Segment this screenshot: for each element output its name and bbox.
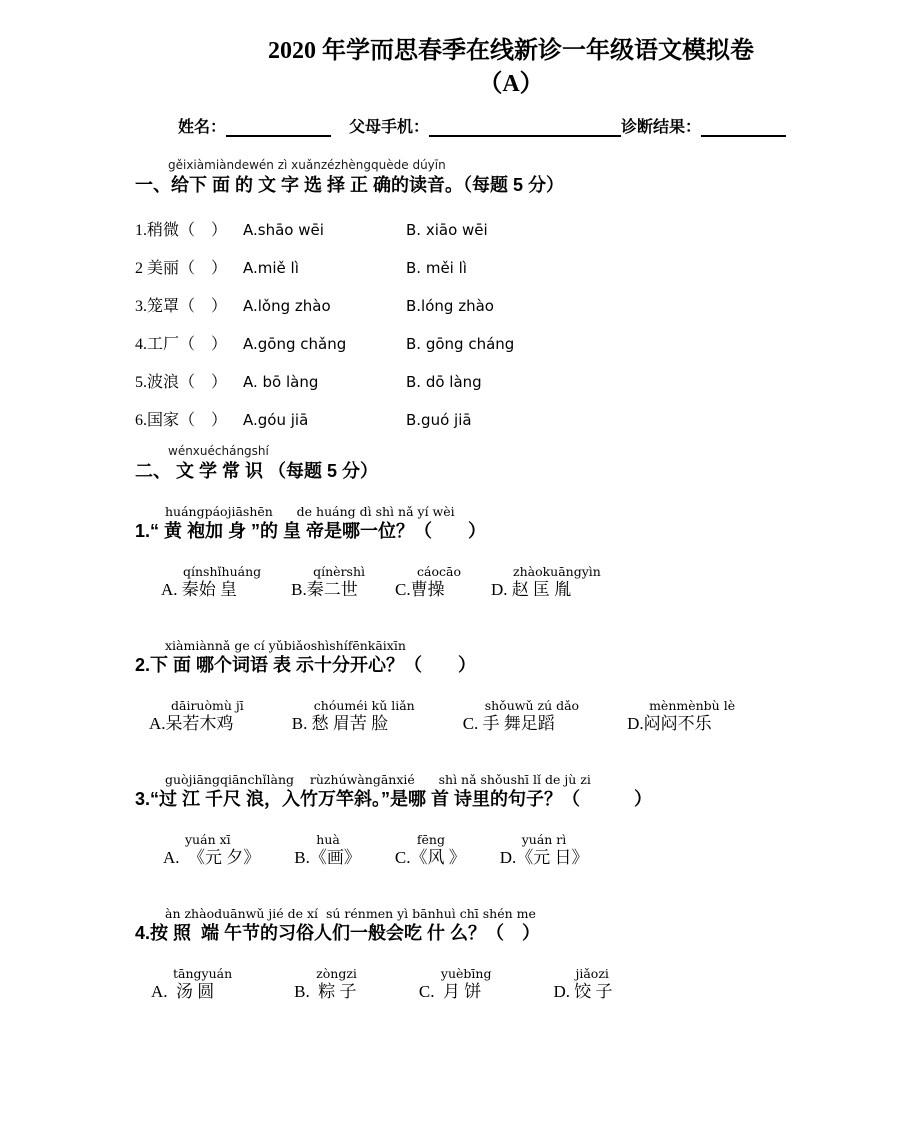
s2-question-1 [135, 505, 899, 601]
s2-q2-option-d-pinyin: mènmènbù lè [649, 698, 736, 713]
s1-q2-word: 2 美丽（ ） [135, 260, 228, 277]
s2-q2-option-a [149, 699, 244, 735]
s2-q2-option-a-pinyin: dāiruòmù jī [171, 698, 244, 713]
section1-pinyin: gěixiàmiàndewén zì xuǎnzézhèngquède dúyīn [168, 158, 446, 172]
s2-question-4 [135, 907, 899, 1003]
s1-question-5 [135, 369, 899, 392]
section2-pinyin: wénxuéchángshí [168, 444, 269, 458]
s2-q4-option-b-pinyin: zòngzi [316, 966, 357, 981]
s1-question-2 [135, 255, 899, 278]
s1-question-4 [135, 331, 899, 354]
s2-q4-option-b-label: B. 粽 子 [294, 982, 357, 1001]
s2-q2-option-b-label: B. 愁 眉苦 脸 [291, 714, 389, 733]
s1-q3-option-b: B.lóng zhào [406, 297, 494, 315]
s2-q1-text: 1.“ 黄 袍加 身 ”的 皇 帝是哪一位？（ ） [135, 521, 487, 541]
s2-q4-option-c [419, 967, 492, 1003]
s2-q3-option-c-label: C.《风 》 [394, 848, 466, 867]
s2-q3-option-b-pinyin: huà [316, 832, 340, 847]
s2-q2-option-b [292, 699, 415, 735]
s1-q2-option-a: A.miě lì [243, 259, 299, 277]
s2-q1-options [135, 565, 899, 601]
s2-q3-options [135, 833, 899, 869]
s2-q3-option-d-label: D.《元 日》 [499, 848, 589, 867]
s2-q1-option-b-pinyin: qínèrshì [313, 564, 366, 579]
s2-q1-option-a-label: A. 秦始 皇 [161, 580, 238, 599]
s2-q4-option-a-pinyin: tāngyuán [173, 966, 233, 981]
parent-phone-blank [429, 119, 621, 137]
s2-q1-option-d [491, 565, 601, 601]
s2-q4-option-d-label: D. 饺 子 [553, 982, 613, 1001]
s1-q1-word: 1.稍微（ ） [135, 222, 228, 239]
s2-q2-pinyin: xiàmiànnǎ ge cí yǔbiǎoshìshífēnkāixīn [165, 638, 406, 653]
s1-q4-option-a: A.gōng chǎng [243, 335, 347, 353]
s1-q3-option-a: A.lǒng zhào [243, 297, 331, 315]
s2-q4-option-b [294, 967, 357, 1003]
s1-q4-word: 4.工厂（ ） [135, 336, 228, 353]
s2-q2-text: 2.下 面 哪个词语 表 示十分开心？（ ） [135, 655, 477, 675]
s2-q2-option-c [463, 699, 579, 735]
s2-q2-option-c-label: C. 手 舞足蹈 [462, 714, 555, 733]
s2-q4-text: 4.按 照 端 午节的习俗人们一般会吃 什 么？（ ） [135, 923, 541, 943]
s1-q1-option-a: A.shāo wēi [243, 221, 324, 239]
diagnosis-result-blank [701, 119, 786, 137]
s2-q1-option-b [291, 565, 365, 601]
paper-title-line1: 2020 年学而思春季在线新诊一年级语文模拟卷 [268, 38, 754, 64]
s2-q4-option-a [151, 967, 232, 1003]
s2-q2-options [135, 699, 899, 735]
section2-heading: 二、 文 学 常 识 （每题 5 分） [135, 461, 379, 481]
s1-q2-option-b: B. měi lì [406, 259, 467, 277]
parent-phone-label: 父母手机： [349, 119, 430, 136]
s2-q3-option-b [294, 833, 361, 869]
s1-question-6 [135, 407, 899, 430]
s2-q1-option-d-pinyin: zhàokuāngyìn [512, 564, 601, 579]
s2-q2-option-b-pinyin: chóuméi kǔ liǎn [313, 698, 415, 713]
s2-q3-option-b-label: B.《画》 [294, 848, 361, 867]
s2-q4-option-d-pinyin: jiǎozi [575, 966, 609, 981]
s1-q4-option-b: B. gōng cháng [406, 335, 515, 353]
s1-q5-option-a: A. bō làng [243, 373, 319, 391]
paper-title [135, 34, 887, 100]
s2-q3-pinyin: guòjiāngqiānchǐlàng rùzhúwàngānxié shì nǎ shǒushī lǐ de jù zi [165, 772, 591, 787]
s2-question-2 [135, 639, 899, 735]
s1-question-3 [135, 293, 899, 316]
s1-q6-option-a: A.góu jiā [243, 411, 309, 429]
s2-q1-option-d-label: D. 赵 匡 胤 [490, 580, 572, 599]
section1-question-list [135, 217, 899, 430]
s2-q1-pinyin: huángpáojiāshēn de huáng dì shì nǎ yí wèi [165, 504, 455, 519]
s1-q3-word: 3.笼罩（ ） [135, 298, 228, 315]
s1-q6-word: 6.国家（ ） [135, 412, 228, 429]
section1-heading: 一、给下 面 的 文 字 选 择 正 确的读音。（每题 5 分） [135, 175, 565, 195]
s2-q2-option-d [627, 699, 735, 735]
s2-q2-option-a-label: A.呆若木鸡 [149, 714, 234, 733]
s2-q1-option-c-label: C.曹操 [395, 580, 445, 599]
s2-q4-options [135, 967, 899, 1003]
name-label: 姓名： [178, 119, 227, 136]
s2-q4-pinyin: àn zhàoduānwǔ jié de xí sú rénmen yì bānhuì chī shén me [165, 906, 536, 921]
s2-q2-option-c-pinyin: shǒuwǔ zú dǎo [484, 698, 580, 713]
paper-title-line2: （A） [478, 71, 544, 97]
s2-q3-option-a [163, 833, 260, 869]
s2-q1-option-c-pinyin: cáocāo [417, 564, 461, 579]
name-blank [226, 119, 331, 137]
s2-q4-option-c-label: C. 月 饼 [418, 982, 482, 1001]
s2-q1-option-a [161, 565, 261, 601]
s2-q4-option-d [553, 967, 612, 1003]
s2-q3-option-c [395, 833, 466, 869]
s2-q4-option-c-pinyin: yuèbīng [440, 966, 492, 981]
s2-q3-option-c-pinyin: fēng [416, 832, 445, 847]
s2-q1-option-b-label: B.秦二世 [291, 580, 358, 599]
s2-q3-text: 3.“过 江 千尺 浪，入竹万竿斜。”是哪 首 诗里的句子？（ ） [135, 789, 653, 809]
s1-q6-option-b: B.guó jiā [406, 411, 472, 429]
s1-question-1 [135, 217, 899, 240]
s2-q3-option-d [500, 833, 589, 869]
s2-q1-option-c [395, 565, 461, 601]
s2-q3-option-d-pinyin: yuán rì [521, 832, 567, 847]
diagnosis-result-label: 诊断结果： [621, 119, 702, 136]
s2-q3-option-a-pinyin: yuán xī [185, 832, 231, 847]
s2-q3-option-a-label: A. 《元 夕》 [163, 848, 261, 867]
s2-question-3 [135, 773, 899, 869]
s2-q1-option-a-pinyin: qínshǐhuáng [183, 564, 262, 579]
s2-q4-option-a-label: A. 汤 圆 [151, 982, 215, 1001]
student-info-row [178, 114, 899, 137]
s1-q1-option-b: B. xiāo wēi [406, 221, 488, 239]
s2-q2-option-d-label: D.闷闷不乐 [627, 714, 712, 733]
s1-q5-option-b: B. dō làng [406, 373, 482, 391]
s1-q5-word: 5.波浪（ ） [135, 374, 228, 391]
